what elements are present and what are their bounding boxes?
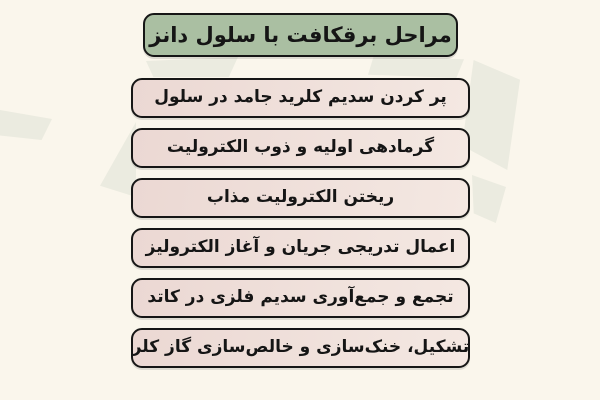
step-label-1: پر کردن سدیم کلرید جامد در سلول [154, 87, 447, 108]
step-label-3: ریختن الکترولیت مذاب [206, 187, 395, 208]
watermark-shape [0, 110, 52, 140]
step-label-2: گرمادهی اولیه و ذوب الکترولیت [166, 137, 435, 158]
watermark-shape [146, 57, 238, 77]
watermark-shape [472, 175, 506, 223]
watermark-shape [462, 60, 520, 170]
step-label-5: تجمع و جمع‌آوری سدیم فلزی در کاتد [147, 287, 454, 308]
diagram-title-box [143, 13, 458, 57]
step-label-6: تشکیل، خنک‌سازی و خالص‌سازی گاز کلر [131, 337, 470, 358]
diagram-title: مراحل برقکافت با سلول دانز [149, 22, 452, 47]
watermark-shape [368, 56, 464, 78]
step-box-3 [131, 178, 470, 218]
step-box-5 [131, 278, 470, 318]
step-box-1 [131, 78, 470, 118]
step-box-6 [131, 328, 470, 368]
step-box-4 [131, 228, 470, 268]
step-box-2 [131, 128, 470, 168]
step-label-4: اعمال تدریجی جریان و آغاز الکترولیز [145, 237, 456, 258]
